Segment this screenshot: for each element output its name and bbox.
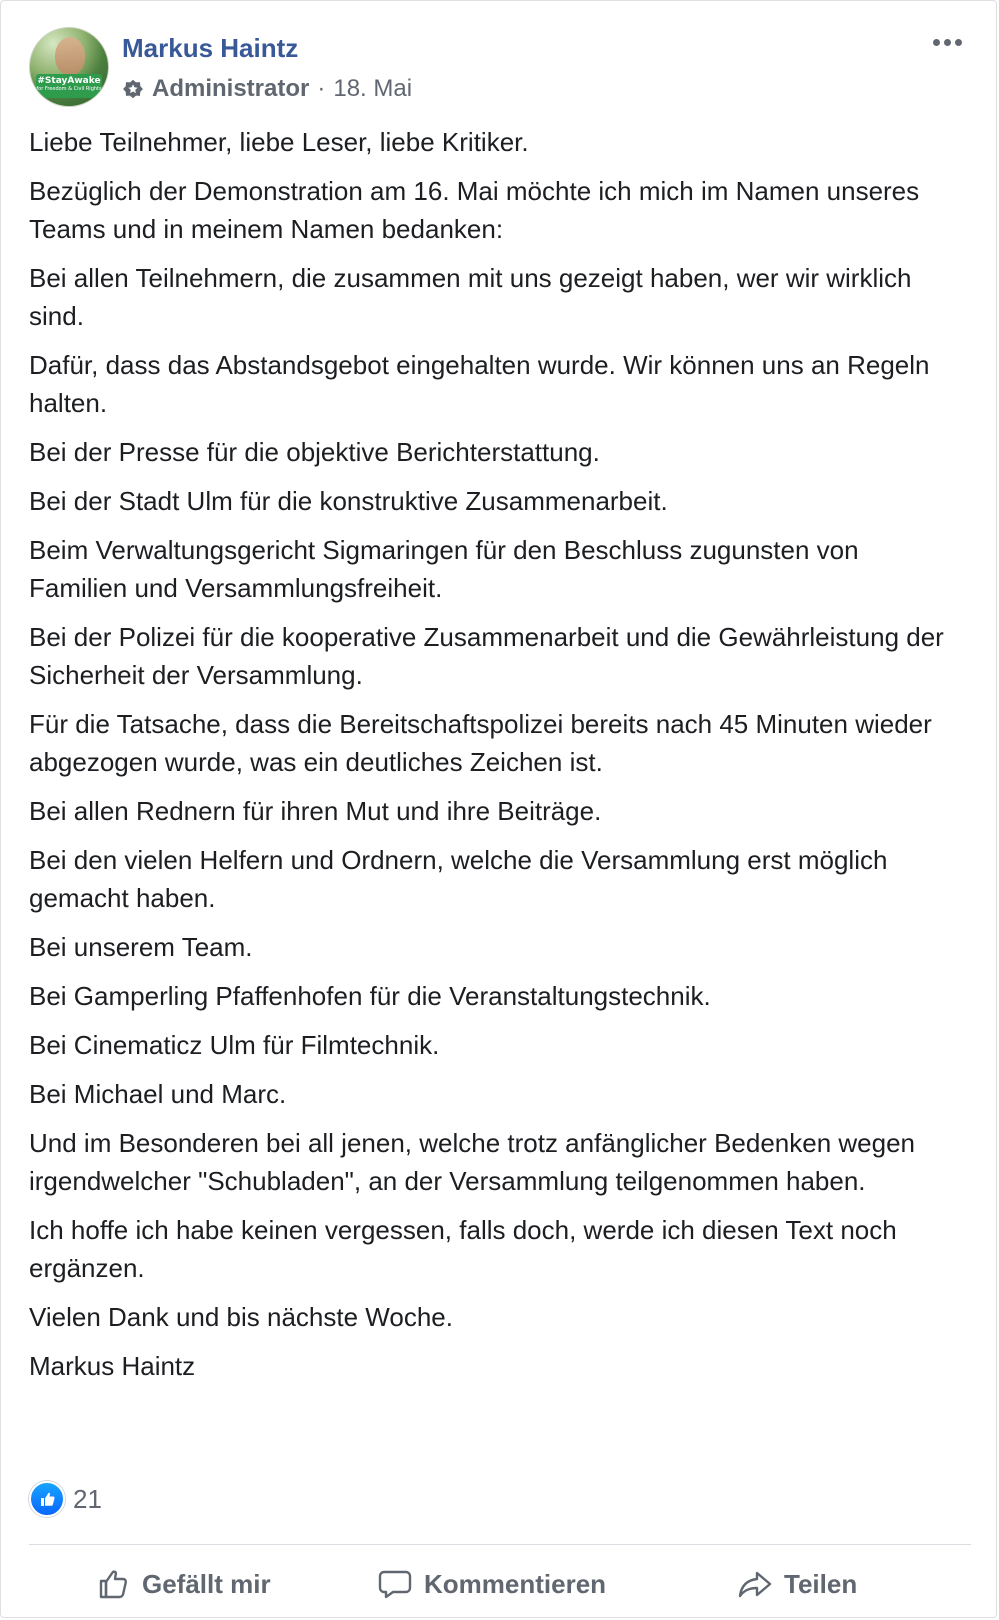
post-meta bbox=[122, 75, 412, 103]
post-paragraph: Vielen Dank und bis nächste Woche. bbox=[29, 1302, 453, 1332]
post-body bbox=[29, 123, 949, 1385]
share-button-label: Teilen bbox=[784, 1568, 858, 1599]
post-date-link[interactable]: 18. Mai bbox=[333, 75, 413, 102]
author-name-link[interactable]: Markus Haintz bbox=[122, 33, 299, 63]
share-button[interactable] bbox=[736, 1555, 857, 1613]
avatar-badge-text: #StayAwake bbox=[37, 76, 101, 86]
post-paragraph: Dafür, dass das Abstandsgebot eingehalten wurde. Wir können uns an Regeln halten. bbox=[29, 350, 930, 418]
post-paragraph: Bei der Stadt Ulm für die konstruktive Zusammenarbeit. bbox=[29, 486, 668, 516]
like-button[interactable] bbox=[94, 1555, 271, 1613]
post-paragraph: Bei der Presse für die objektive Berichterstattung. bbox=[29, 437, 600, 467]
post-header bbox=[29, 27, 969, 109]
post-action-bar bbox=[29, 1555, 971, 1615]
more-options-button[interactable] bbox=[926, 29, 968, 55]
post-paragraph: Und im Besonderen bei all jenen, welche trotz anfänglicher Bedenken wegen irgendwelcher "Schubladen", an der Versammlung teilgenommen haben. bbox=[29, 1128, 916, 1196]
author-avatar[interactable] bbox=[29, 27, 109, 107]
avatar-badge-subtext: for Freedom & Civil Rights bbox=[36, 86, 102, 92]
author-role: Administrator bbox=[152, 75, 310, 102]
post-paragraph: Bei unserem Team. bbox=[29, 932, 253, 962]
like-button-label: Gefällt mir bbox=[142, 1568, 271, 1599]
post-paragraph: Bei Michael und Marc. bbox=[29, 1079, 287, 1109]
reaction-count: 21 bbox=[73, 1484, 102, 1514]
meta-separator: · bbox=[317, 75, 326, 102]
post-paragraph: Bezüglich der Demonstration am 16. Mai möchte ich mich im Namen unseres Teams und in meinem Namen bedanken: bbox=[29, 176, 920, 244]
post-paragraph: Beim Verwaltungsgericht Sigmaringen für den Beschluss zugunsten von Familien und Versammlungsfreiheit. bbox=[29, 535, 859, 603]
avatar-photo bbox=[55, 37, 85, 75]
post-paragraph: Liebe Teilnehmer, liebe Leser, liebe Kritiker. bbox=[29, 127, 529, 157]
share-icon bbox=[736, 1565, 774, 1603]
thumbs-up-icon bbox=[94, 1565, 132, 1603]
post-paragraph: Bei Cinematicz Ulm für Filmtechnik. bbox=[29, 1030, 440, 1060]
more-options-icon bbox=[933, 39, 962, 46]
admin-badge-icon bbox=[122, 78, 144, 100]
post-paragraph: Ich hoffe ich habe keinen vergessen, falls doch, werde ich diesen Text noch ergänzen. bbox=[29, 1215, 897, 1283]
post-paragraph: Bei allen Teilnehmern, die zusammen mit uns gezeigt haben, wer wir wirklich sind. bbox=[29, 263, 912, 331]
avatar-badge bbox=[36, 74, 102, 98]
post-paragraph: Bei den vielen Helfern und Ordnern, welche die Versammlung erst möglich gemacht haben. bbox=[29, 845, 888, 913]
post-paragraph: Bei allen Rednern für ihren Mut und ihre Beiträge. bbox=[29, 796, 602, 826]
post-paragraph: Bei Gamperling Pfaffenhofen für die Veranstaltungstechnik. bbox=[29, 981, 711, 1011]
post-signature: Markus Haintz bbox=[29, 1351, 196, 1381]
comment-button[interactable] bbox=[376, 1555, 606, 1613]
post-paragraph: Bei der Polizei für die kooperative Zusammenarbeit und die Gewährleistung der Sicherheit der Versammlung. bbox=[29, 622, 944, 690]
like-reaction-icon bbox=[29, 1481, 65, 1517]
comment-icon bbox=[376, 1565, 414, 1603]
actions-divider bbox=[29, 1544, 971, 1545]
comment-button-label: Kommentieren bbox=[424, 1568, 607, 1599]
post-paragraph: Für die Tatsache, dass die Bereitschaftspolizei bereits nach 45 Minuten wieder abgezogen wurde, was ein deutliches Zeichen ist. bbox=[29, 709, 932, 777]
reaction-summary[interactable] bbox=[29, 1479, 102, 1519]
